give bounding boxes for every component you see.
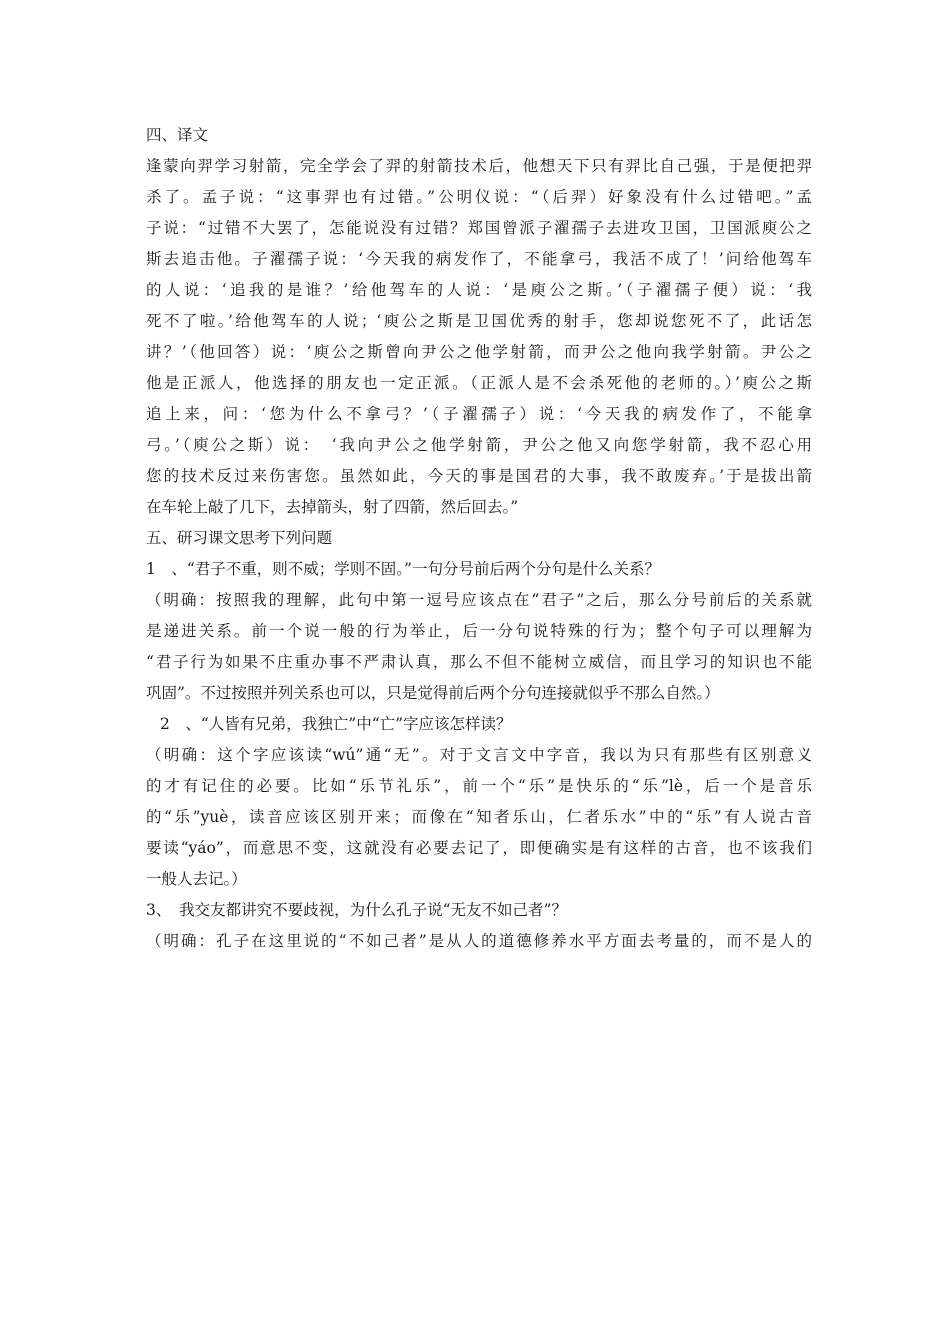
translation-line: 死不了啦。’给他驾车的人说；‘庾公之斯是卫国优秀的射手，您却说您死不了，此话怎 [146, 312, 812, 330]
section-heading-translation: 四、译文 [146, 126, 209, 144]
question-3: 3、 我交友都讲究不要歧视，为什么孔子说“无友不如己者”？ [146, 901, 567, 919]
question-2: 2 、“人皆有兄弟，我独亡”中“亡”字应该怎样读？ [160, 715, 512, 733]
answer-1-line: 巩固”。不过按照并列关系也可以，只是觉得前后两个分句连接就似乎不那么自然。） [146, 684, 720, 702]
translation-line: 逢蒙向羿学习射箭，完全学会了羿的射箭技术后，他想天下只有羿比自己强，于是便把羿 [146, 157, 812, 175]
answer-3-line: （明确：孔子在这里说的“不如己者”是从人的道德修养水平方面去考量的，而不是人的 [146, 932, 812, 950]
translation-line: 弓。’（庾公之斯）说： ‘我向尹公之他学射箭，尹公之他又向您学射箭，我不忍心用 [146, 436, 812, 454]
section-heading-study: 五、研习课文思考下列问题 [146, 529, 333, 547]
translation-line: 他是正派人，他选择的朋友也一定正派。（正派人是不会杀死他的老师的。）’庾公之斯 [146, 374, 812, 392]
translation-line: 在车轮上敲了几下，去掉箭头，射了四箭，然后回去。” [146, 498, 519, 516]
answer-2-line: 的“乐”yuè，读音应该区别开来；而像在“知者乐山，仁者乐水”中的“乐”有人说古音 [146, 808, 812, 826]
answer-1-line: （明确：按照我的理解，此句中第一逗号应该点在“君子”之后，那么分号前后的关系就 [146, 591, 812, 609]
question-1: 1 、“君子不重，则不威；学则不固。”一句分号前后两个分句是什么关系？ [146, 560, 660, 578]
translation-line: 杀了。孟子说：“这事羿也有过错。”公明仪说：“（后羿）好象没有什么过错吧。”孟 [146, 188, 812, 206]
translation-line: 子说：“过错不大罢了，怎能说没有过错？郑国曾派子濯孺子去进攻卫国，卫国派庾公之 [146, 219, 812, 237]
answer-2-line: 要读“yáo”，而意思不变，这就没有必要去记了，即便确实是有这样的古音，也不该我们 [146, 839, 812, 857]
answer-1-line: “君子行为如果不庄重办事不严肃认真，那么不但不能树立威信，而且学习的知识也不能 [146, 653, 812, 671]
answer-1-line: 是递进关系。前一个说一般的行为举止，后一分句说特殊的行为；整个句子可以理解为 [146, 622, 812, 640]
document-page [146, 120, 812, 957]
answer-2-line: 一般人去记。） [146, 870, 247, 888]
answer-2-line: 的才有记住的必要。比如“乐节礼乐”，前一个“乐”是快乐的“乐”lè，后一个是音乐 [146, 777, 812, 795]
translation-line: 讲？’（他回答）说：‘庾公之斯曾向尹公之他学射箭，而尹公之他向我学射箭。尹公之 [146, 343, 812, 361]
answer-2-line: （明确：这个字应该读“wú”通“无”。对于文言文中字音，我以为只有那些有区别意义 [146, 746, 812, 764]
translation-line: 的人说：‘追我的是谁？’给他驾车的人说：‘是庾公之斯。’（子濯孺子便）说：‘我 [146, 281, 812, 299]
translation-line: 斯去追击他。子濯孺子说：‘今天我的病发作了，不能拿弓，我活不成了！’问给他驾车 [146, 250, 812, 268]
translation-line: 您的技术反过来伤害您。虽然如此，今天的事是国君的大事，我不敢废弃。’于是拔出箭 [146, 467, 812, 485]
translation-line: 追上来，问：‘您为什么不拿弓？’（子濯孺子）说：‘今天我的病发作了，不能拿 [146, 405, 812, 423]
